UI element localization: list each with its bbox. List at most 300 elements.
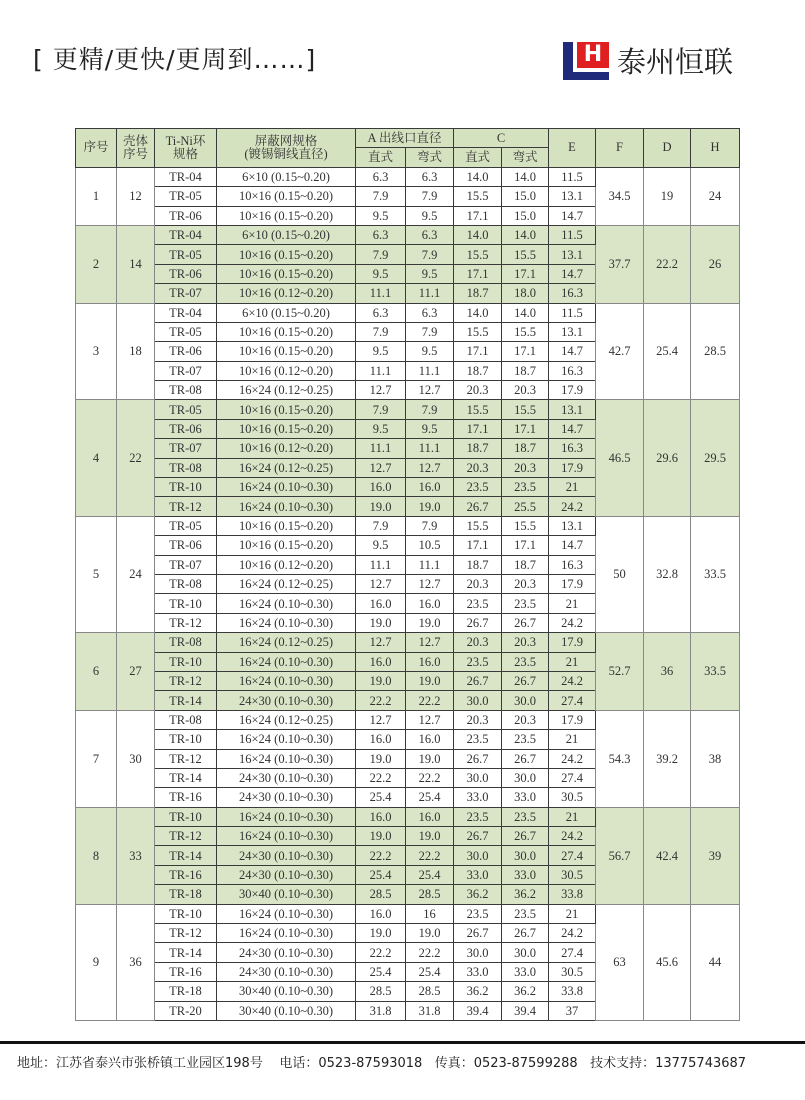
c-straight-cell: 18.7 (454, 284, 502, 303)
col-spec: 屏蔽网规格 (镀锡铜线直径) (217, 129, 356, 168)
a-straight-cell: 16.0 (356, 478, 406, 497)
spec-cell: 16×24 (0.10~0.30) (217, 749, 356, 768)
c-bent-cell: 18.7 (502, 439, 549, 458)
e-cell: 11.5 (549, 167, 596, 186)
f-cell: 37.7 (596, 225, 644, 303)
c-bent-cell: 23.5 (502, 652, 549, 671)
a-straight-cell: 19.0 (356, 924, 406, 943)
h-cell: 29.5 (691, 400, 740, 516)
c-straight-cell: 30.0 (454, 943, 502, 962)
table-row (76, 167, 740, 186)
a-straight-cell: 19.0 (356, 613, 406, 632)
a-straight-cell: 11.1 (356, 555, 406, 574)
ring-cell: TR-12 (155, 497, 217, 516)
e-cell: 24.2 (549, 497, 596, 516)
c-straight-cell: 14.0 (454, 303, 502, 322)
e-cell: 16.3 (549, 361, 596, 380)
a-straight-cell: 12.7 (356, 633, 406, 652)
a-straight-cell: 16.0 (356, 594, 406, 613)
c-straight-cell: 23.5 (454, 807, 502, 826)
spec-cell: 16×24 (0.10~0.30) (217, 652, 356, 671)
c-straight-cell: 15.5 (454, 400, 502, 419)
a-bent-cell: 12.7 (406, 574, 454, 593)
a-straight-cell: 28.5 (356, 885, 406, 904)
c-bent-cell: 14.0 (502, 167, 549, 186)
shell-no-cell: 22 (117, 400, 155, 516)
a-bent-cell: 7.9 (406, 187, 454, 206)
a-bent-cell: 19.0 (406, 497, 454, 516)
a-straight-cell: 7.9 (356, 400, 406, 419)
ring-cell: TR-08 (155, 381, 217, 400)
e-cell: 13.1 (549, 187, 596, 206)
footer-address: 地址：江苏省泰兴市张桥镇工业园区198号 (17, 1056, 263, 1071)
f-cell: 42.7 (596, 303, 644, 400)
a-bent-cell: 16.0 (406, 730, 454, 749)
spec-cell: 16×24 (0.12~0.25) (217, 574, 356, 593)
c-bent-cell: 23.5 (502, 594, 549, 613)
a-straight-cell: 11.1 (356, 284, 406, 303)
e-cell: 24.2 (549, 924, 596, 943)
c-bent-cell: 36.2 (502, 885, 549, 904)
a-bent-cell: 9.5 (406, 264, 454, 283)
company-logo (563, 40, 733, 81)
a-straight-cell: 31.8 (356, 1001, 406, 1020)
ring-cell: TR-06 (155, 342, 217, 361)
d-cell: 25.4 (644, 303, 691, 400)
c-bent-cell: 23.5 (502, 730, 549, 749)
spec-cell: 16×24 (0.10~0.30) (217, 671, 356, 690)
c-bent-cell: 23.5 (502, 904, 549, 923)
a-bent-cell: 6.3 (406, 225, 454, 244)
spec-cell: 30×40 (0.10~0.30) (217, 885, 356, 904)
a-bent-cell: 9.5 (406, 419, 454, 438)
c-straight-cell: 30.0 (454, 691, 502, 710)
col-h: H (691, 129, 740, 168)
e-cell: 14.7 (549, 536, 596, 555)
shell-no-cell: 27 (117, 633, 155, 711)
ring-cell: TR-20 (155, 1001, 217, 1020)
spec-cell: 10×16 (0.15~0.20) (217, 206, 356, 225)
spec-cell: 16×24 (0.10~0.30) (217, 807, 356, 826)
e-cell: 11.5 (549, 225, 596, 244)
e-cell: 11.5 (549, 303, 596, 322)
e-cell: 37 (549, 1001, 596, 1020)
shell-no-cell: 33 (117, 807, 155, 904)
spec-cell: 30×40 (0.10~0.30) (217, 1001, 356, 1020)
c-straight-cell: 36.2 (454, 885, 502, 904)
c-straight-cell: 15.5 (454, 245, 502, 264)
a-bent-cell: 22.2 (406, 943, 454, 962)
e-cell: 24.2 (549, 827, 596, 846)
c-straight-cell: 20.3 (454, 574, 502, 593)
col-c: C (454, 129, 549, 148)
c-straight-cell: 20.3 (454, 710, 502, 729)
ring-cell: TR-10 (155, 730, 217, 749)
a-straight-cell: 7.9 (356, 245, 406, 264)
c-bent-cell: 20.3 (502, 574, 549, 593)
spec-cell: 24×30 (0.10~0.30) (217, 691, 356, 710)
a-bent-cell: 12.7 (406, 633, 454, 652)
c-straight-cell: 33.0 (454, 865, 502, 884)
group-no-cell: 1 (76, 167, 117, 225)
ring-cell: TR-06 (155, 206, 217, 225)
d-cell: 36 (644, 633, 691, 711)
ring-cell: TR-12 (155, 827, 217, 846)
ring-cell: TR-16 (155, 865, 217, 884)
spec-cell: 16×24 (0.10~0.30) (217, 924, 356, 943)
table-row (76, 904, 740, 923)
spec-cell: 16×24 (0.12~0.25) (217, 381, 356, 400)
f-cell: 54.3 (596, 710, 644, 807)
c-bent-cell: 15.5 (502, 245, 549, 264)
c-straight-cell: 18.7 (454, 361, 502, 380)
a-straight-cell: 25.4 (356, 865, 406, 884)
a-bent-cell: 16.0 (406, 594, 454, 613)
c-bent-cell: 14.0 (502, 303, 549, 322)
c-straight-cell: 15.5 (454, 187, 502, 206)
h-cell: 44 (691, 904, 740, 1020)
a-straight-cell: 6.3 (356, 303, 406, 322)
a-bent-cell: 19.0 (406, 671, 454, 690)
ring-cell: TR-07 (155, 361, 217, 380)
e-cell: 21 (549, 807, 596, 826)
logo-mark-icon: H (563, 42, 609, 80)
footer-phone: 电话：0523-87593018 (279, 1056, 423, 1071)
ring-cell: TR-12 (155, 671, 217, 690)
a-bent-cell: 16.0 (406, 652, 454, 671)
e-cell: 14.7 (549, 206, 596, 225)
spec-cell: 10×16 (0.15~0.20) (217, 536, 356, 555)
e-cell: 17.9 (549, 458, 596, 477)
a-bent-cell: 28.5 (406, 982, 454, 1001)
spec-cell: 10×16 (0.15~0.20) (217, 400, 356, 419)
table-row (76, 400, 740, 419)
a-straight-cell: 22.2 (356, 691, 406, 710)
ring-cell: TR-14 (155, 768, 217, 787)
a-straight-cell: 22.2 (356, 846, 406, 865)
col-f: F (596, 129, 644, 168)
c-bent-cell: 30.0 (502, 846, 549, 865)
a-bent-cell: 12.7 (406, 710, 454, 729)
a-bent-cell: 6.3 (406, 167, 454, 186)
spec-cell: 10×16 (0.12~0.20) (217, 439, 356, 458)
c-straight-cell: 23.5 (454, 730, 502, 749)
col-no: 序号 (76, 129, 117, 168)
spec-cell: 24×30 (0.10~0.30) (217, 865, 356, 884)
c-bent-cell: 23.5 (502, 807, 549, 826)
table-row (76, 225, 740, 244)
col-e: E (549, 129, 596, 168)
a-bent-cell: 10.5 (406, 536, 454, 555)
group-no-cell: 6 (76, 633, 117, 711)
a-straight-cell: 9.5 (356, 342, 406, 361)
spec-cell: 30×40 (0.10~0.30) (217, 982, 356, 1001)
table-row (76, 516, 740, 535)
e-cell: 17.9 (549, 710, 596, 729)
e-cell: 27.4 (549, 691, 596, 710)
c-bent-cell: 26.7 (502, 827, 549, 846)
c-straight-cell: 30.0 (454, 846, 502, 865)
spec-cell: 16×24 (0.10~0.30) (217, 827, 356, 846)
spec-cell: 16×24 (0.12~0.25) (217, 633, 356, 652)
a-straight-cell: 25.4 (356, 962, 406, 981)
e-cell: 13.1 (549, 245, 596, 264)
c-straight-cell: 26.7 (454, 749, 502, 768)
a-bent-cell: 22.2 (406, 691, 454, 710)
a-straight-cell: 9.5 (356, 536, 406, 555)
col-a-straight: 直式 (356, 148, 406, 167)
c-straight-cell: 17.1 (454, 264, 502, 283)
c-straight-cell: 17.1 (454, 536, 502, 555)
a-bent-cell: 11.1 (406, 361, 454, 380)
c-straight-cell: 39.4 (454, 1001, 502, 1020)
c-bent-cell: 30.0 (502, 691, 549, 710)
c-straight-cell: 14.0 (454, 225, 502, 244)
c-bent-cell: 20.3 (502, 381, 549, 400)
a-bent-cell: 31.8 (406, 1001, 454, 1020)
c-bent-cell: 20.3 (502, 633, 549, 652)
c-bent-cell: 17.1 (502, 342, 549, 361)
a-straight-cell: 19.0 (356, 671, 406, 690)
a-bent-cell: 7.9 (406, 516, 454, 535)
a-bent-cell: 9.5 (406, 342, 454, 361)
e-cell: 16.3 (549, 439, 596, 458)
e-cell: 24.2 (549, 749, 596, 768)
c-bent-cell: 26.7 (502, 749, 549, 768)
a-straight-cell: 6.3 (356, 167, 406, 186)
spec-cell: 10×16 (0.15~0.20) (217, 322, 356, 341)
a-bent-cell: 11.1 (406, 284, 454, 303)
group-no-cell: 9 (76, 904, 117, 1020)
footer-fax: 传真：0523-87599288 (434, 1056, 578, 1071)
c-bent-cell: 20.3 (502, 458, 549, 477)
table-row (76, 807, 740, 826)
ring-cell: TR-05 (155, 245, 217, 264)
ring-cell: TR-16 (155, 788, 217, 807)
spec-cell: 10×16 (0.15~0.20) (217, 342, 356, 361)
a-straight-cell: 16.0 (356, 652, 406, 671)
a-bent-cell: 19.0 (406, 613, 454, 632)
c-straight-cell: 26.7 (454, 497, 502, 516)
ring-cell: TR-04 (155, 167, 217, 186)
col-c-bent: 弯式 (502, 148, 549, 167)
e-cell: 33.8 (549, 982, 596, 1001)
spec-cell: 24×30 (0.10~0.30) (217, 846, 356, 865)
c-bent-cell: 17.1 (502, 419, 549, 438)
h-cell: 28.5 (691, 303, 740, 400)
a-straight-cell: 16.0 (356, 730, 406, 749)
e-cell: 24.2 (549, 613, 596, 632)
col-ring: Ti-Ni环 规格 (155, 129, 217, 168)
table-row (76, 710, 740, 729)
c-straight-cell: 15.5 (454, 322, 502, 341)
col-a-bent: 弯式 (406, 148, 454, 167)
c-straight-cell: 23.5 (454, 652, 502, 671)
spec-cell: 16×24 (0.12~0.25) (217, 458, 356, 477)
a-bent-cell: 22.2 (406, 768, 454, 787)
a-straight-cell: 9.5 (356, 264, 406, 283)
shell-no-cell: 12 (117, 167, 155, 225)
c-bent-cell: 26.7 (502, 613, 549, 632)
e-cell: 21 (549, 730, 596, 749)
h-cell: 24 (691, 167, 740, 225)
a-bent-cell: 16.0 (406, 807, 454, 826)
footer-divider (0, 1041, 805, 1044)
a-straight-cell: 7.9 (356, 187, 406, 206)
a-straight-cell: 16.0 (356, 807, 406, 826)
f-cell: 46.5 (596, 400, 644, 516)
c-straight-cell: 26.7 (454, 671, 502, 690)
a-bent-cell: 7.9 (406, 400, 454, 419)
f-cell: 56.7 (596, 807, 644, 904)
a-straight-cell: 6.3 (356, 225, 406, 244)
e-cell: 14.7 (549, 419, 596, 438)
spec-cell: 6×10 (0.15~0.20) (217, 225, 356, 244)
ring-cell: TR-10 (155, 652, 217, 671)
e-cell: 30.5 (549, 962, 596, 981)
d-cell: 42.4 (644, 807, 691, 904)
spec-cell: 16×24 (0.12~0.25) (217, 710, 356, 729)
c-bent-cell: 15.5 (502, 516, 549, 535)
e-cell: 17.9 (549, 381, 596, 400)
spec-cell: 16×24 (0.10~0.30) (217, 594, 356, 613)
e-cell: 21 (549, 652, 596, 671)
c-straight-cell: 26.7 (454, 827, 502, 846)
a-bent-cell: 25.4 (406, 865, 454, 884)
c-straight-cell: 26.7 (454, 924, 502, 943)
e-cell: 17.9 (549, 574, 596, 593)
d-cell: 19 (644, 167, 691, 225)
ring-cell: TR-10 (155, 807, 217, 826)
a-bent-cell: 12.7 (406, 381, 454, 400)
spec-cell: 24×30 (0.10~0.30) (217, 768, 356, 787)
c-straight-cell: 17.1 (454, 419, 502, 438)
e-cell: 21 (549, 478, 596, 497)
a-bent-cell: 11.1 (406, 555, 454, 574)
c-bent-cell: 17.1 (502, 264, 549, 283)
ring-cell: TR-08 (155, 710, 217, 729)
a-straight-cell: 28.5 (356, 982, 406, 1001)
e-cell: 21 (549, 594, 596, 613)
c-straight-cell: 15.5 (454, 516, 502, 535)
footer (17, 1052, 746, 1071)
ring-cell: TR-10 (155, 594, 217, 613)
col-a: A 出线口直径 (356, 129, 454, 148)
a-bent-cell: 28.5 (406, 885, 454, 904)
ring-cell: TR-07 (155, 284, 217, 303)
e-cell: 33.8 (549, 885, 596, 904)
a-bent-cell: 16.0 (406, 478, 454, 497)
group-no-cell: 7 (76, 710, 117, 807)
a-straight-cell: 7.9 (356, 516, 406, 535)
c-bent-cell: 14.0 (502, 225, 549, 244)
a-bent-cell: 19.0 (406, 924, 454, 943)
c-bent-cell: 18.7 (502, 555, 549, 574)
f-cell: 52.7 (596, 633, 644, 711)
c-straight-cell: 20.3 (454, 458, 502, 477)
spec-table (75, 128, 740, 1021)
group-no-cell: 3 (76, 303, 117, 400)
brand-name: 泰州恒联 (617, 45, 734, 79)
c-bent-cell: 15.0 (502, 187, 549, 206)
shell-no-cell: 30 (117, 710, 155, 807)
e-cell: 13.1 (549, 516, 596, 535)
a-bent-cell: 7.9 (406, 245, 454, 264)
a-straight-cell: 19.0 (356, 497, 406, 516)
c-bent-cell: 30.0 (502, 943, 549, 962)
c-straight-cell: 23.5 (454, 904, 502, 923)
h-cell: 26 (691, 225, 740, 303)
a-bent-cell: 12.7 (406, 458, 454, 477)
d-cell: 39.2 (644, 710, 691, 807)
a-bent-cell: 19.0 (406, 749, 454, 768)
spec-cell: 24×30 (0.10~0.30) (217, 788, 356, 807)
ring-cell: TR-06 (155, 264, 217, 283)
d-cell: 29.6 (644, 400, 691, 516)
a-straight-cell: 11.1 (356, 361, 406, 380)
ring-cell: TR-05 (155, 187, 217, 206)
ring-cell: TR-07 (155, 555, 217, 574)
spec-cell: 16×24 (0.10~0.30) (217, 730, 356, 749)
group-no-cell: 4 (76, 400, 117, 516)
ring-cell: TR-06 (155, 536, 217, 555)
c-straight-cell: 26.7 (454, 613, 502, 632)
c-straight-cell: 33.0 (454, 962, 502, 981)
c-straight-cell: 20.3 (454, 633, 502, 652)
ring-cell: TR-12 (155, 749, 217, 768)
spec-cell: 24×30 (0.10~0.30) (217, 962, 356, 981)
c-bent-cell: 17.1 (502, 536, 549, 555)
spec-cell: 10×16 (0.15~0.20) (217, 419, 356, 438)
ring-cell: TR-10 (155, 478, 217, 497)
group-no-cell: 5 (76, 516, 117, 632)
c-bent-cell: 33.0 (502, 962, 549, 981)
table-row (76, 303, 740, 322)
d-cell: 32.8 (644, 516, 691, 632)
group-no-cell: 2 (76, 225, 117, 303)
spec-cell: 10×16 (0.15~0.20) (217, 245, 356, 264)
c-bent-cell: 25.5 (502, 497, 549, 516)
a-straight-cell: 22.2 (356, 768, 406, 787)
a-bent-cell: 9.5 (406, 206, 454, 225)
ring-cell: TR-18 (155, 982, 217, 1001)
c-bent-cell: 33.0 (502, 788, 549, 807)
a-bent-cell: 6.3 (406, 303, 454, 322)
footer-support: 技术支持：13775743687 (590, 1056, 747, 1071)
e-cell: 24.2 (549, 671, 596, 690)
table-body (76, 167, 740, 1020)
c-straight-cell: 17.1 (454, 342, 502, 361)
h-cell: 39 (691, 807, 740, 904)
c-bent-cell: 18.7 (502, 361, 549, 380)
h-cell: 38 (691, 710, 740, 807)
c-straight-cell: 18.7 (454, 439, 502, 458)
e-cell: 30.5 (549, 788, 596, 807)
e-cell: 16.3 (549, 284, 596, 303)
c-bent-cell: 36.2 (502, 982, 549, 1001)
a-straight-cell: 9.5 (356, 419, 406, 438)
spec-cell: 16×24 (0.10~0.30) (217, 613, 356, 632)
a-bent-cell: 22.2 (406, 846, 454, 865)
d-cell: 22.2 (644, 225, 691, 303)
col-c-straight: 直式 (454, 148, 502, 167)
a-bent-cell: 25.4 (406, 962, 454, 981)
shell-no-cell: 14 (117, 225, 155, 303)
spec-cell: 10×16 (0.12~0.20) (217, 555, 356, 574)
spec-cell: 16×24 (0.10~0.30) (217, 478, 356, 497)
a-straight-cell: 12.7 (356, 574, 406, 593)
a-straight-cell: 9.5 (356, 206, 406, 225)
